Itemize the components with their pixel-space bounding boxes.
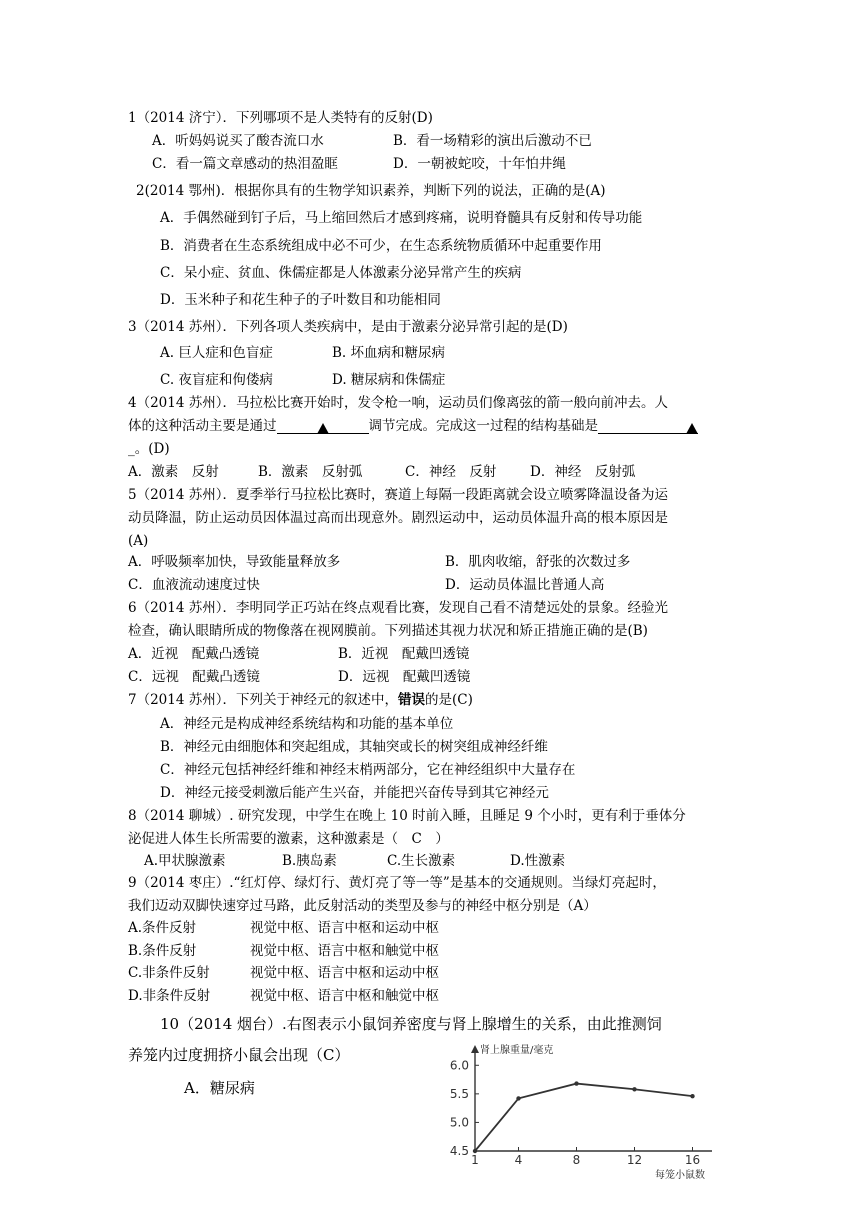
q3-option-b: B. 坏血病和糖尿病 bbox=[332, 345, 446, 361]
q8-option-a: A.甲状腺激素 bbox=[144, 853, 226, 869]
q7-option-d: D．神经元接受刺激后能产生兴奋，并能把兴奋传导到其它神经元 bbox=[160, 785, 549, 801]
q1-option-d: D．一朝被蛇咬，十年怕井绳 bbox=[393, 156, 566, 172]
q6-option-d: D．远视 配戴凹透镜 bbox=[338, 669, 471, 685]
q5-option-d: D．运动员体温比普通人高 bbox=[445, 577, 605, 593]
q9-option-d-centers: 视觉中枢、语言中枢和触觉中枢 bbox=[250, 988, 439, 1004]
q8-option-b: B.胰岛素 bbox=[282, 853, 337, 869]
q8-line2: 泌促进人体生长所需要的激素，这种激素是（ C ） bbox=[128, 831, 449, 847]
q5-option-b: B．肌肉收缩，舒张的次数过多 bbox=[445, 554, 631, 570]
data-point bbox=[516, 1096, 520, 1100]
q3-option-c: C. 夜盲症和佝偻病 bbox=[160, 372, 273, 388]
q4-line2 bbox=[128, 416, 698, 436]
q1-stem: 1（2014 济宁）．下列哪项不是人类特有的反射(D) bbox=[128, 110, 433, 126]
q8-line1: 8（2014 聊城）. 研究发现，中学生在晚上 10 时前入睡，且睡足 9 个小时，更有利于垂体分 bbox=[128, 808, 686, 824]
y-axis-arrow bbox=[471, 1045, 479, 1053]
q1-option-c: C．看一篇文章感动的热泪盈眶 bbox=[152, 156, 338, 172]
data-point bbox=[574, 1081, 578, 1085]
q1-option-a: A．听妈妈说买了酸杏流口水 bbox=[152, 133, 324, 149]
y-tick-label: 4.5 bbox=[449, 1144, 469, 1158]
q9-option-c-centers: 视觉中枢、语言中枢和运动中枢 bbox=[250, 965, 439, 981]
q4-option-c: C．神经 反射 bbox=[405, 464, 497, 480]
q3-option-d: D. 糖尿病和侏儒症 bbox=[332, 372, 446, 388]
q4-option-a: A．激素 反射 bbox=[128, 464, 219, 480]
triangle-icon bbox=[317, 423, 329, 434]
data-point bbox=[690, 1094, 694, 1098]
q4-line1: 4（2014 苏州）．马拉松比赛开始时，发令枪一响，运动员们像离弦的箭一般向前冲去。人 bbox=[128, 395, 668, 411]
q6-option-b: B．近视 配戴凹透镜 bbox=[338, 646, 470, 662]
data-point bbox=[632, 1087, 636, 1091]
q1-option-b: B．看一场精彩的演出后激动不已 bbox=[393, 133, 592, 149]
q7-option-b: B．神经元由细胞体和突起组成，其轴突或长的树突组成神经纤维 bbox=[160, 739, 548, 755]
q4-blank-1 bbox=[277, 419, 369, 434]
q4-line3: _。(D) bbox=[128, 441, 170, 457]
q9-line1: 9（2014 枣庄）.“红灯停、绿灯行、黄灯亮了等一等”是基本的交通规则。当绿灯亮起时， bbox=[128, 875, 666, 891]
x-tick-label: 12 bbox=[626, 1153, 643, 1167]
x-tick-label: 1 bbox=[471, 1153, 479, 1167]
q5-line1: 5（2014 苏州）．夏季举行马拉松比赛时，赛道上每隔一段距离就会设立喷雾降温设备为运 bbox=[128, 487, 668, 503]
q7-stem-post: 的是(C) bbox=[425, 692, 473, 708]
q10-line1: 10（2014 烟台）.右图表示小鼠饲养密度与肾上腺增生的关系，由此推测饲 bbox=[160, 1015, 662, 1033]
q4-blank-2 bbox=[598, 419, 698, 434]
q6-line1: 6（2014 苏州）．李明同学正巧站在终点观看比赛，发现自己看不清楚远处的景象。经验光 bbox=[128, 600, 668, 616]
q10-option-a: A．糖尿病 bbox=[184, 1079, 255, 1097]
q5-option-a: A．呼吸频率加快，导致能量释放多 bbox=[128, 554, 341, 570]
y-tick-label: 6.0 bbox=[449, 1058, 469, 1073]
q7-option-c: C．神经元包括神经纤维和神经末梢两部分，它在神经组织中大量存在 bbox=[160, 762, 576, 778]
q2-option-c: C．呆小症、贫血、侏儒症都是人体激素分泌异常产生的疾病 bbox=[160, 265, 522, 281]
q6-option-a: A．近视 配戴凸透镜 bbox=[128, 646, 260, 662]
q5-line2: 动员降温，防止运动员因体温过高而出现意外。剧烈运动中，运动员体温升高的根本原因是 bbox=[128, 510, 668, 526]
q2-option-d: D．玉米种子和花生种子的子叶数目和功能相同 bbox=[160, 292, 441, 308]
q4-line2-part1: 体的这种活动主要是通过 bbox=[128, 418, 277, 434]
q2-option-a: A．手偶然碰到钉子后，马上缩回然后才感到疼痛，说明脊髓具有反射和传导功能 bbox=[160, 210, 643, 226]
q9-option-c-type: C.非条件反射 bbox=[128, 965, 210, 981]
triangle-icon bbox=[686, 423, 698, 434]
q2-stem: 2(2014 鄂州)．根据你具有的生物学知识素养，判断下列的说法，正确的是(A) bbox=[136, 183, 606, 199]
q3-option-a: A. 巨人症和色盲症 bbox=[160, 345, 273, 361]
q7-stem-pre: 7（2014 苏州）．下列关于神经元的叙述中， bbox=[128, 692, 398, 708]
q2-option-b: B．消费者在生态系统组成中必不可少，在生态系统物质循环中起重要作用 bbox=[160, 238, 602, 254]
x-tick-label: 4 bbox=[514, 1153, 523, 1167]
q6-line2: 检查，确认眼睛所成的物像落在视网膜前。下列描述其视力状况和矫正措施正确的是(B) bbox=[128, 623, 648, 639]
q10-line2: 养笼内过度拥挤小鼠会出现（C） bbox=[128, 1046, 350, 1064]
q7-stem bbox=[128, 690, 473, 710]
q3-stem: 3（2014 苏州）．下列各项人类疾病中，是由于激素分泌异常引起的是(D) bbox=[128, 319, 568, 335]
q9-option-b-type: B.条件反射 bbox=[128, 943, 197, 959]
q8-option-c: C.生长激素 bbox=[387, 853, 456, 869]
q9-option-b-centers: 视觉中枢、语言中枢和触觉中枢 bbox=[250, 943, 439, 959]
y-tick-label: 5.0 bbox=[449, 1115, 469, 1130]
q7-stem-emphasis: 错误 bbox=[398, 692, 425, 708]
q9-option-d-type: D.非条件反射 bbox=[128, 988, 211, 1004]
series-line bbox=[475, 1084, 693, 1151]
q4-line2-part2: 调节完成。完成这一过程的结构基础是 bbox=[368, 418, 598, 434]
q9-option-a-type: A.条件反射 bbox=[128, 920, 197, 936]
x-tick-label: 8 bbox=[572, 1153, 581, 1167]
x-tick-label: 16 bbox=[684, 1153, 701, 1167]
q5-option-c: C．血液流动速度过快 bbox=[128, 577, 260, 593]
q4-option-b: B．激素 反射弧 bbox=[258, 464, 363, 480]
q9-option-a-centers: 视觉中枢、语言中枢和运动中枢 bbox=[250, 920, 439, 936]
q5-line3: (A) bbox=[128, 533, 149, 549]
y-axis-label: 肾上腺重量/毫克 bbox=[480, 1045, 554, 1056]
q9-line2: 我们迈动双脚快速穿过马路，此反射活动的类型及参与的神经中枢分别是（A） bbox=[128, 898, 597, 914]
q6-option-c: C．远视 配戴凸透镜 bbox=[128, 669, 260, 685]
data-point bbox=[473, 1149, 477, 1153]
adrenal-weight-chart bbox=[440, 1043, 730, 1183]
q8-option-d: D.性激素 bbox=[510, 853, 566, 869]
y-tick-label: 5.5 bbox=[449, 1086, 469, 1101]
q4-option-d: D．神经 反射弧 bbox=[530, 464, 636, 480]
q7-option-a: A．神经元是构成神经系统结构和功能的基本单位 bbox=[160, 716, 454, 732]
x-axis-label: 每笼小鼠数 bbox=[655, 1170, 705, 1181]
